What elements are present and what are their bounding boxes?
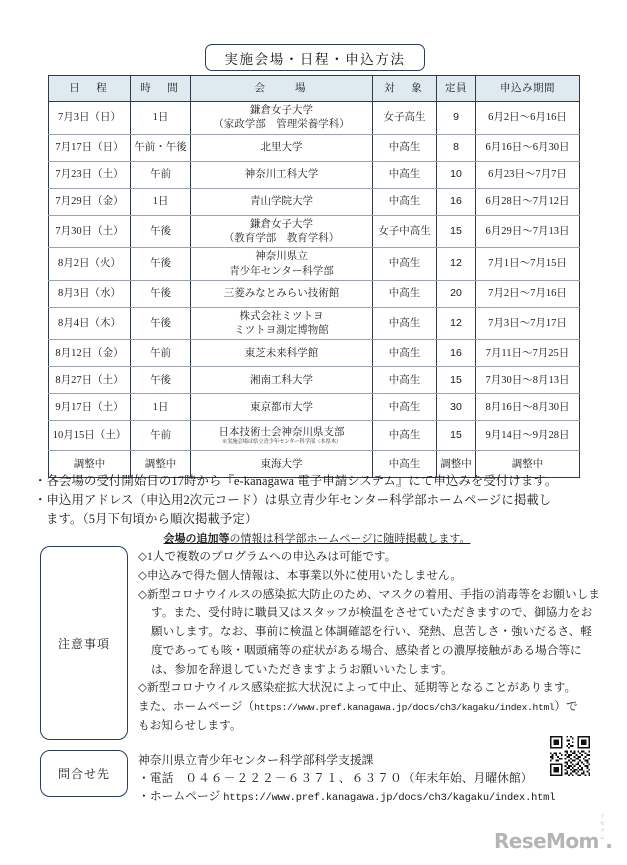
caution-item-6: もお知らせします。 bbox=[138, 719, 242, 733]
contact-web-label: ・ホームページ bbox=[138, 788, 224, 803]
cell-date: 8月3日（水） bbox=[49, 280, 131, 307]
caution-label-box bbox=[40, 546, 128, 740]
page-title: 実施会場・日程・申込方法 bbox=[224, 51, 406, 67]
contact-body bbox=[138, 752, 600, 807]
cell-capacity: 20 bbox=[437, 280, 476, 307]
cell-time: 午前 bbox=[131, 340, 191, 367]
resemom-brand-dot: . bbox=[605, 829, 613, 853]
contact-tel-note: （年末年始、月曜休館） bbox=[402, 770, 533, 785]
cell-target: 中高生 bbox=[373, 134, 437, 161]
cell-venue bbox=[191, 248, 373, 281]
cell-capacity: 8 bbox=[437, 134, 476, 161]
cell-time: 1日 bbox=[131, 102, 191, 135]
cell-target: 中高生 bbox=[373, 421, 437, 451]
cell-venue bbox=[191, 102, 373, 135]
venue-name: 北里大学 bbox=[260, 141, 303, 153]
cell-target: 中高生 bbox=[373, 394, 437, 421]
cell-venue bbox=[191, 280, 373, 307]
cell-period: 7月3日〜7月17日 bbox=[476, 307, 580, 340]
cell-capacity: 15 bbox=[437, 367, 476, 394]
cell-time: 午後 bbox=[131, 215, 191, 248]
contact-homepage-url[interactable]: https://www.pref.kanagawa.jp/docs/ch3/kagaku/index.html bbox=[223, 791, 556, 804]
cell-capacity: 15 bbox=[437, 215, 476, 248]
cell-period: 7月2日〜7月16日 bbox=[476, 280, 580, 307]
venue-name: 青山学院大学 bbox=[250, 195, 313, 207]
note-line-3: ます。（5月下旬頃から順次掲載予定） bbox=[46, 512, 258, 527]
cell-target: 中高生 bbox=[373, 451, 437, 478]
caution-homepage-url[interactable]: https://www.pref.kanagawa.jp/docs/ch3/kagaku/index.html bbox=[254, 702, 555, 714]
cell-venue bbox=[191, 394, 373, 421]
cell-capacity: 16 bbox=[437, 340, 476, 367]
column-header-period: 申込み期間 bbox=[476, 76, 580, 102]
venue-name: 東海大学 bbox=[260, 458, 303, 470]
table-row bbox=[49, 280, 580, 307]
cell-time: 午前 bbox=[131, 421, 191, 451]
cell-time: 午前 bbox=[131, 161, 191, 188]
venue-subtitle: （家政学部 管理栄養学科） bbox=[213, 119, 350, 131]
cell-date: 8月4日（木） bbox=[49, 307, 131, 340]
venue-name: 東芝未来科学館 bbox=[244, 347, 319, 359]
caution-item-3: ◇新型コロナウイルスの感染拡大防止のため、マスクの着用、手指の消毒等をお願いします。また、受付時に職員又はスタッフが検温をさせていただきますので、御協力をお願いします。なお、事前に検温と体調確認を行い、発熱、息苦しさ・強いだるさ、軽度であっても咳・咽頭痛等の症状がある場合、感染者との濃厚接触がある場合等には、参加を辞退していただきますようお願いいたします。 bbox=[138, 587, 600, 676]
table-header-row bbox=[49, 76, 580, 102]
table-row bbox=[49, 340, 580, 367]
venue-subtitle: （教育学部 教育学科） bbox=[223, 233, 340, 244]
cell-capacity: 12 bbox=[437, 248, 476, 281]
venue-name: 三菱みなとみらい技術館 bbox=[223, 287, 340, 299]
column-header-venue: 会 場 bbox=[191, 76, 373, 102]
cell-target: 中高生 bbox=[373, 188, 437, 215]
caution-url-suffix: ）で bbox=[554, 700, 578, 714]
venue-name: 湘南工科大学 bbox=[250, 374, 313, 386]
venue-name: 株式会社ミツトヨ bbox=[239, 310, 324, 322]
document-title-box bbox=[205, 44, 425, 71]
cell-venue bbox=[191, 340, 373, 367]
table-header bbox=[49, 76, 580, 102]
cell-period: 7月1日〜7月15日 bbox=[476, 248, 580, 281]
venue-name: 鎌倉女子大学 bbox=[250, 218, 313, 230]
venue-name: 神奈川工科大学 bbox=[244, 168, 319, 180]
cell-capacity: 12 bbox=[437, 307, 476, 340]
cell-target: 女子中高生 bbox=[373, 215, 437, 248]
cell-venue bbox=[191, 215, 373, 248]
cell-target: 女子高生 bbox=[373, 102, 437, 135]
caution-item-4: ◇新型コロナウイルス感染症拡大状況によって中止、延期等となることがあります。 bbox=[138, 681, 577, 695]
contact-telephone-line bbox=[138, 770, 600, 788]
cell-date: 9月17日（土） bbox=[49, 394, 131, 421]
cell-date: 調整中 bbox=[49, 451, 131, 478]
cell-date: 8月12日（金） bbox=[49, 340, 131, 367]
cell-time: 午後 bbox=[131, 280, 191, 307]
cell-time: 午前・午後 bbox=[131, 134, 191, 161]
note-line-1: ・各会場の受付開始日の17時から『e-kanagawa 電子申請システム』にて申込みを受付けます。 bbox=[34, 474, 558, 488]
cell-target: 中高生 bbox=[373, 340, 437, 367]
contact-organization: 神奈川県立青少年センター科学部科学支援課 bbox=[138, 753, 374, 767]
table-row bbox=[49, 307, 580, 340]
cell-venue bbox=[191, 161, 373, 188]
cell-time: 1日 bbox=[131, 394, 191, 421]
venue-name: 鎌倉女子大学 bbox=[250, 105, 313, 116]
cell-capacity: 9 bbox=[437, 102, 476, 135]
cell-time: 午後 bbox=[131, 248, 191, 281]
table-row bbox=[49, 215, 580, 248]
cell-capacity: 調整中 bbox=[437, 451, 476, 478]
table-row bbox=[49, 188, 580, 215]
venue-name: 日本技術士会神奈川県支部 bbox=[218, 426, 345, 438]
venue-subtitle: ※実施会場は県立青少年センター科学部（本厚木） bbox=[221, 439, 342, 445]
venue-name: 東京都市大学 bbox=[250, 401, 313, 413]
column-header-capacity: 定員 bbox=[437, 76, 476, 102]
cell-venue bbox=[191, 367, 373, 394]
cell-period: 8月16日〜8月30日 bbox=[476, 394, 580, 421]
resemom-brand-furigana: リセマム bbox=[599, 814, 606, 841]
venue-subtitle: 青少年センター科学部 bbox=[229, 265, 334, 277]
cell-date: 10月15日（土） bbox=[49, 421, 131, 451]
cell-time: 1日 bbox=[131, 188, 191, 215]
note-line-2: ・申込用アドレス（申込用2次元コード）は県立青少年センター科学部ホームページに掲載し bbox=[34, 493, 552, 508]
cell-period: 7月30日〜8月13日 bbox=[476, 367, 580, 394]
cell-period: 調整中 bbox=[476, 451, 580, 478]
cell-capacity: 10 bbox=[437, 161, 476, 188]
cell-time: 午後 bbox=[131, 307, 191, 340]
cell-date: 7月3日（日） bbox=[49, 102, 131, 135]
cell-period: 6月28日〜7月12日 bbox=[476, 188, 580, 215]
table-row bbox=[49, 161, 580, 188]
cell-venue bbox=[191, 421, 373, 451]
cell-time: 午後 bbox=[131, 367, 191, 394]
table-row bbox=[49, 421, 580, 451]
table-row bbox=[49, 367, 580, 394]
contact-label-box bbox=[40, 750, 128, 797]
contact-label: 問合せ先 bbox=[57, 767, 110, 781]
venue-name: 神奈川県立 bbox=[255, 251, 308, 263]
resemom-brand-text: ReseMom bbox=[494, 829, 599, 853]
cell-period: 7月11日〜7月25日 bbox=[476, 340, 580, 367]
cell-date: 8月2日（火） bbox=[49, 248, 131, 281]
cell-date: 7月30日（土） bbox=[49, 215, 131, 248]
cell-target: 中高生 bbox=[373, 280, 437, 307]
cell-capacity: 30 bbox=[437, 394, 476, 421]
table-row bbox=[49, 134, 580, 161]
cell-period: 6月2日〜6月16日 bbox=[476, 102, 580, 135]
caution-item-1: ◇1人で複数のプログラムへの申込みは可能です。 bbox=[138, 550, 397, 563]
cell-date: 7月29日（金） bbox=[49, 188, 131, 215]
table-row bbox=[49, 102, 580, 135]
contact-tel-number: ０４６－２２２－６３７１、６３７０ bbox=[185, 770, 403, 785]
cell-venue bbox=[191, 307, 373, 340]
cell-capacity: 15 bbox=[437, 421, 476, 451]
caution-label: 注意事項 bbox=[57, 636, 110, 651]
resemom-watermark-logo bbox=[494, 814, 613, 853]
table-body bbox=[49, 102, 580, 478]
cell-target: 中高生 bbox=[373, 307, 437, 340]
cell-venue bbox=[191, 134, 373, 161]
venue-subtitle: ミツトヨ測定博物館 bbox=[234, 325, 329, 337]
cell-target: 中高生 bbox=[373, 248, 437, 281]
cell-date: 7月23日（土） bbox=[49, 161, 131, 188]
cell-venue bbox=[191, 188, 373, 215]
table-row bbox=[49, 394, 580, 421]
cell-period: 6月16日〜6月30日 bbox=[476, 134, 580, 161]
cell-period: 6月23日〜7月7日 bbox=[476, 161, 580, 188]
caution-body bbox=[138, 548, 600, 736]
qr-code-icon bbox=[546, 734, 594, 778]
column-header-time: 時 間 bbox=[131, 76, 191, 102]
cell-target: 中高生 bbox=[373, 161, 437, 188]
caution-item-5 bbox=[138, 698, 600, 717]
caution-item-2: ◇申込みで得た個人情報は、本事業以外に使用いたしません。 bbox=[138, 568, 463, 582]
schedule-table bbox=[48, 75, 580, 478]
column-header-target: 対 象 bbox=[373, 76, 437, 102]
table-row bbox=[49, 248, 580, 281]
cell-date: 7月17日（日） bbox=[49, 134, 131, 161]
cell-capacity: 16 bbox=[437, 188, 476, 215]
contact-website-line bbox=[138, 788, 600, 807]
cell-time: 調整中 bbox=[131, 451, 191, 478]
column-header-date: 日 程 bbox=[49, 76, 131, 102]
cell-period: 6月29日〜7月13日 bbox=[476, 215, 580, 248]
note-emphasis-rest: の情報は科学部ホームページに随時掲載します。 bbox=[229, 532, 471, 545]
note-emphasis-bold: 会場の追加等 bbox=[163, 532, 230, 545]
contact-tel-label: ・電話 bbox=[138, 770, 186, 785]
cell-target: 中高生 bbox=[373, 367, 437, 394]
application-notes bbox=[34, 472, 600, 548]
cell-date: 8月27日（土） bbox=[49, 367, 131, 394]
caution-url-prefix: また、ホームページ（ bbox=[138, 700, 255, 714]
cell-period: 9月14日〜9月28日 bbox=[476, 421, 580, 451]
